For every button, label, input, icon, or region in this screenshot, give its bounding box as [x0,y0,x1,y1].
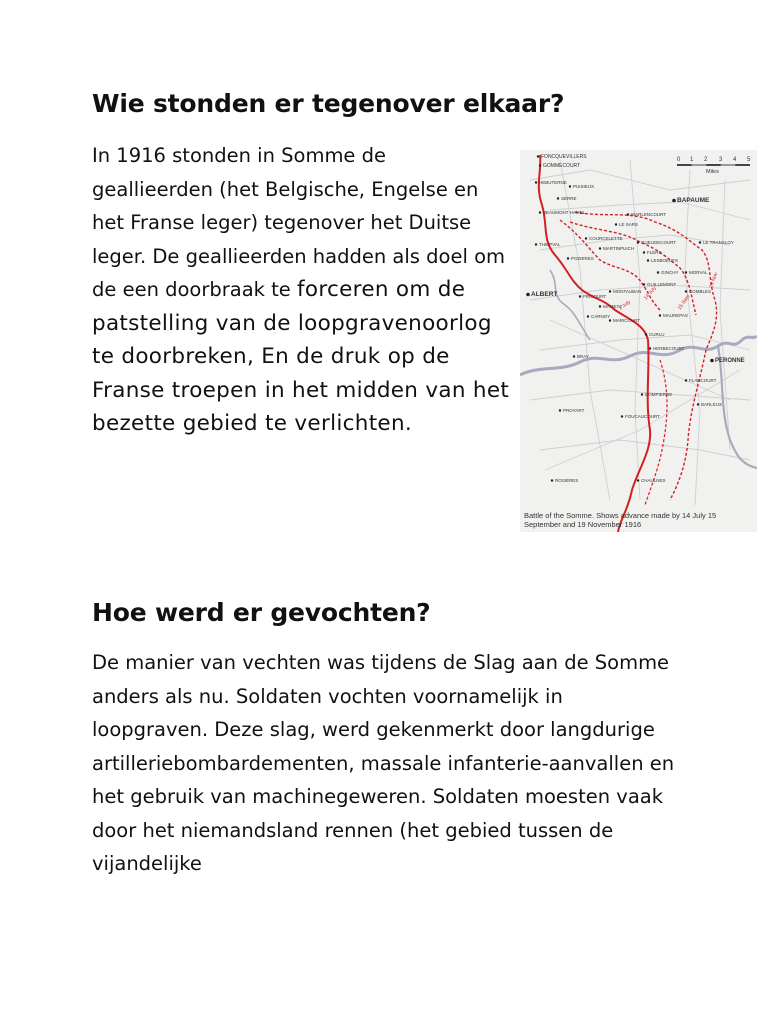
town-marker-bray [573,355,575,357]
town-label-martinpuich: MARTINPUICH [603,246,635,251]
scale-unit: Miles [706,169,719,175]
town-marker-curlu [645,333,647,335]
town-label-curlu: CURLU [649,332,665,337]
town-marker-morval [685,271,687,273]
scale-tick-4: 4 [733,157,737,163]
town-label-puisieux: PUISIEUX [573,184,595,189]
town-marker-maricourt [609,319,611,321]
town-label-maurepas: MAUREPAS [663,313,688,318]
line-label-1-july: 1 July [617,299,632,312]
town-label-bray: BRAY [577,354,589,359]
town-label-chaulnes: CHAULNES [641,478,666,483]
town-label-gueudecourt: GUEUDECOURT [641,240,677,245]
somme-map [520,150,757,532]
town-marker-guillemont [643,283,645,285]
town-marker-montauban [609,290,611,292]
town-label-dompierre: DOMPIERRE [645,392,673,397]
town-marker-barleux [697,403,699,405]
town-marker-ginchy [657,271,659,273]
town-marker-albert [526,293,530,297]
scale-tick-1: 1 [690,157,694,163]
town-label-foucaucourt: FOUCAUCOURT [625,414,660,419]
town-label-serre: SERRE [561,196,577,201]
town-marker-gommecourt [539,164,541,166]
scale-tick-5: 5 [747,157,751,163]
town-label-proyart: PROYART [563,408,585,413]
town-marker-chaulnes [637,479,639,481]
town-label-combles: COMBLES [689,289,712,294]
town-marker-flaucourt [685,379,687,381]
town-label-courcelette: COURCELETTE [589,236,623,241]
town-marker-gueudecourt [637,241,639,243]
town-marker-courcelette [585,237,587,239]
line-label-19-nov: 19 Nov [708,271,720,289]
town-marker-warlencourt [627,213,629,215]
town-label-le-transloy: LE TRANSLOY [703,240,734,245]
town-label-flaucourt: FLAUCOURT [689,378,717,383]
scale-tick-3: 3 [719,157,723,163]
town-label-mametz: MAMETZ [603,304,622,309]
town-marker-lesboeufs [647,259,649,261]
town-label-foncquevillers: FONCQUEVILLERS [541,154,587,160]
line-label-14-july: 14 July [642,285,658,302]
town-marker-martinpuich [599,247,601,249]
town-label-herbecourt: HERBECOURT [653,346,685,351]
town-label-beaumont-hamel: BEAUMONT HAMEL [543,210,586,215]
town-marker-hebuterne [535,181,537,183]
town-marker-combles [685,290,687,292]
river-ancre [550,270,590,340]
town-label-bapaume: BAPAUME [677,197,710,204]
town-label-gommecourt: GOMMECOURT [543,163,581,169]
town-marker-carnoy [587,315,589,317]
town-label-warlencourt: WARLENCOURT [631,212,667,217]
section-heading-opponents: Wie stonden er tegenover elkaar? [92,89,565,118]
town-label-thiepval: THIEPVAL [539,242,561,247]
scale-tick-0: 0 [677,157,681,163]
town-label-maricourt: MARICOURT [613,318,641,323]
town-label-montauban: MONTAUBAN [613,289,642,294]
line-label-15-sept: 15 Sept [676,293,692,312]
town-marker-mametz [599,305,601,307]
town-marker-puisieux [569,185,571,187]
somme-battle-map-figure [520,150,757,532]
town-label-carnoy: CARNOY [591,314,611,319]
town-label-rosieres: ROSIERES [555,478,579,483]
town-marker-herbecourt [649,347,651,349]
town-label-guillemont: GUILLEMONT [647,282,677,287]
town-marker-dompierre [641,393,643,395]
section-heading-fighting: Hoe werd er gevochten? [92,598,431,627]
scale-tick-2: 2 [704,157,708,163]
section-paragraph-opponents [92,139,510,441]
town-label-le-sars: LE SARS [619,222,639,227]
town-label-peronne: PERONNE [715,358,745,364]
town-label-lesboeufs: LESBOEUFS [651,258,679,263]
map-towns [526,154,744,483]
town-label-hebuterne: HEBUTERNE [539,180,567,185]
town-marker-serre [557,197,559,199]
town-marker-flers [643,251,645,253]
town-marker-le-transloy [699,241,701,243]
town-label-albert: ALBERT [531,291,558,298]
town-marker-foncquevillers [537,155,539,157]
town-marker-maurepas [659,314,661,316]
paragraph-text-part1: In 1916 stonden in Somme de geallieerden (het Belgische, Engelse en het Franse leger) tegenover het Duitse leger. De geallieerden hadden als doel om de een doorbraak te [92,144,505,301]
town-marker-proyart [559,409,561,411]
town-marker-thiepval [535,243,537,245]
town-marker-pozieres [567,257,569,259]
town-marker-fricourt [579,295,581,297]
town-marker-beaumont-hamel [539,211,541,213]
town-marker-bapaume [672,199,676,203]
town-label-flers: FLERS [647,250,662,255]
town-label-pozieres: POZIERES [571,256,594,261]
scale-bar [677,157,751,175]
town-label-fricourt: FRICOURT [583,294,607,299]
section-paragraph-fighting: De manier van vechten was tijdens de Slag aan de Somme anders als nu. Soldaten vochten voornamelijk in loopgraven. Deze slag, werd gekenmerkt door langdurige artilleriebombardementen, massale infanterie-aanvallen en het gebruik van machinegeweren. Soldaten moesten vaak door het niemandsland rennen (het gebied tussen de vijandelijke [92,651,675,875]
town-label-ginchy: GINCHY [661,270,679,275]
town-marker-peronne [710,359,714,363]
map-caption: Battle of the Somme. Shows advance made by 14 July 15 September and 19 November 1916 [524,511,717,529]
paragraph-text-part2: forceren om de patstelling van de loopgravenoorlog te doorbreken, En de druk op de Franse troepen in het midden van het bezette gebied te verlichten. [92,277,510,436]
town-label-morval: MORVAL [689,270,708,275]
town-marker-foucaucourt [621,415,623,417]
town-label-barleux: BARLEUX [701,402,723,407]
town-marker-le-sars [615,223,617,225]
town-marker-rosieres [551,479,553,481]
